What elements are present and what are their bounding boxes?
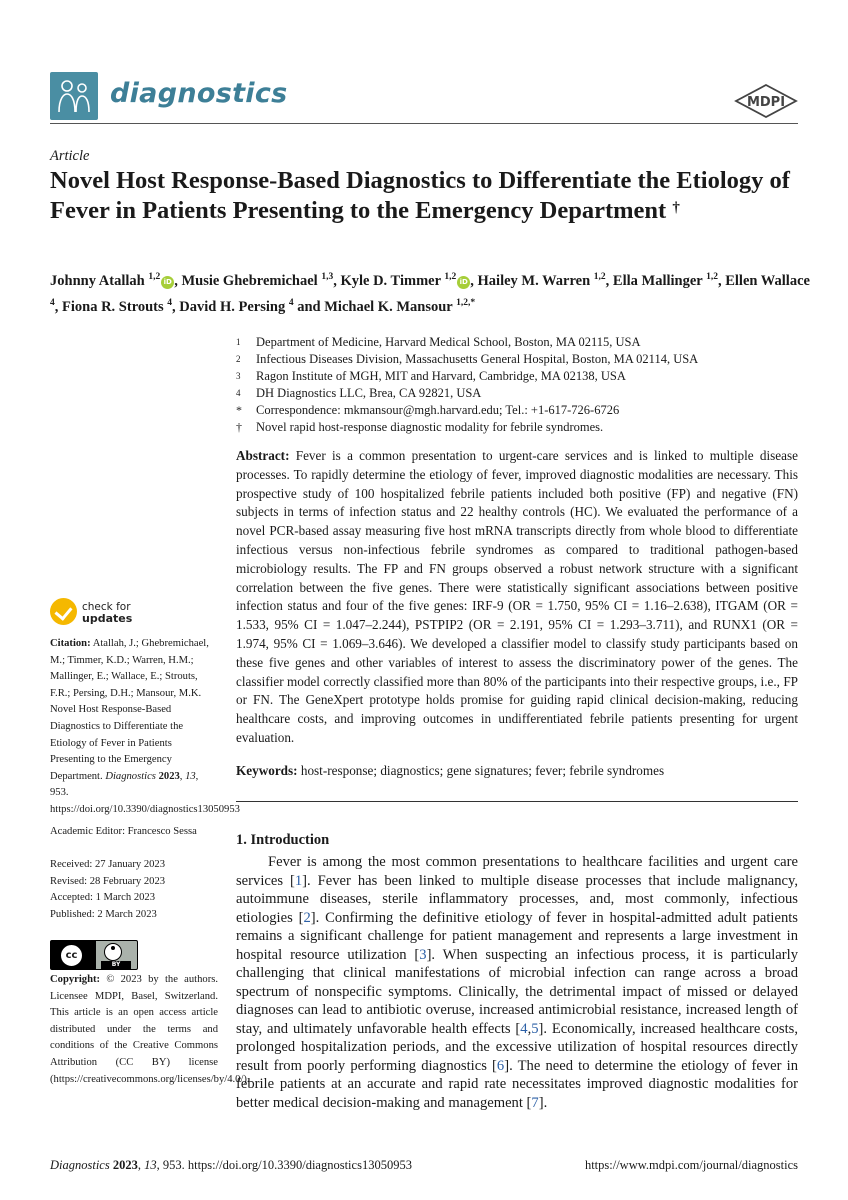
- article-title: [50, 166, 810, 225]
- footer-journal-url[interactable]: https://www.mdpi.com/journal/diagnostics: [584, 1158, 798, 1172]
- affiliation-mark: 2: [236, 354, 241, 364]
- author-name: Ella Mallinger: [612, 272, 707, 289]
- footer-doi[interactable]: , 953. https://doi.org/10.3390/diagnostics13050953: [156, 1158, 412, 1172]
- affiliation-mark: *: [236, 403, 242, 417]
- author-affiliation-mark: 4: [167, 297, 173, 308]
- citation-label: Citation:: [50, 638, 91, 649]
- reference-link[interactable]: 7: [531, 1094, 539, 1111]
- title-footnote-mark: †: [672, 199, 680, 216]
- abstract-text: Fever is a common presentation to urgent-care services and is linked to multiple disease processes. To rapidly determine the etiology of fever, improved diagnostic modalities are necessary. This prospective study of 100 hospitalized febrile patients included both positive (FP) and negative (FN) subjects in terms of infection status and 22 healthy controls (HC). We evaluated the performance of a novel PCR-based assay measuring five host mRNA transcripts directly from whole blood to differentiate infectious versus non-infectious febrile syndromes as compared to traditional pathogen-based microbiology results. The FP and FN groups observed a robust network structure with a significant correlation between the five genes. There were statistically significant associations between positive infection status and four of the five genes: IRF-9 (OR = 1.750, 95% CI = 1.16–2.638), ITGAM (OR = 1.533, 95% CI = 1.047–2.244), PSTPIP2 (OR = 2.191, 95% CI = 1.293–3.711), and RUNX1 (OR = 1.974, 95% CI = 1.069–3.646). We developed a classifier model to classify study participants based on these five genes and other variables of interest to assess the discriminatory power of the genes. The classifier model correctly classified more than 80% of the participants into their respective groups, i.e., FP or FN. The GeneXpert prototype holds promise for guiding rapid clinical decision-making, reducing healthcare costs, and improving outcomes in undifferentiated febrile patients presenting for urgent evaluation.: [236, 448, 798, 745]
- author-affiliation-mark: 1,3: [321, 272, 334, 282]
- by-label: BY: [101, 961, 131, 969]
- accepted-date: Accepted: 1 March 2023: [50, 892, 156, 904]
- abstract: [236, 447, 798, 748]
- affiliation-item: [236, 351, 796, 368]
- affiliation-mark: 1: [236, 337, 241, 347]
- reference-link[interactable]: 2: [303, 909, 311, 926]
- affiliation-text: Correspondence: mkmansour@mgh.harvard.edu; Tel.: +1-617-726-6726: [256, 403, 620, 417]
- mdpi-logo-icon[interactable]: [734, 84, 798, 118]
- copyright-label: Copyright:: [50, 974, 101, 985]
- abstract-label: Abstract:: [236, 448, 290, 463]
- author-affiliation-mark: 1,2: [148, 272, 161, 282]
- author-affiliation-mark: 4: [50, 297, 55, 308]
- reference-link[interactable]: 3: [419, 946, 427, 963]
- copyright-block: [50, 972, 250, 1088]
- affiliation-item: [236, 368, 796, 385]
- footer-journal: Diagnostics: [50, 1158, 110, 1172]
- author-name: David H. Persing: [179, 298, 289, 315]
- footer-year: 2023: [112, 1158, 138, 1172]
- author-list: Johnny Atallah $^{1,2}$ iD , Musie Ghebremichael $^{1,3}$, Kyle D. Timmer $^{1,2}$ iD , Hailey M. Warren $^{1,2}$, Ella Mallinger $^{1,2}$, Ellen Wallace $^4$, Fiona R. Strouts $^4$, David H. Persing $^4$ and Michael K. Mansour $^{1,2,*}$: [50, 272, 810, 315]
- author-affiliation-mark: 1,2,*: [456, 297, 476, 308]
- keywords-text: host-response; diagnostics; gene signatures; fever; febrile syndromes: [300, 763, 665, 778]
- page-footer: [50, 1158, 798, 1173]
- footer-volume: 13: [144, 1158, 157, 1172]
- reference-link[interactable]: 5: [531, 1020, 539, 1037]
- affiliation-text: Department of Medicine, Harvard Medical School, Boston, MA 02115, USA: [256, 335, 641, 349]
- article-type: Article: [50, 148, 90, 164]
- article-title-text: Novel Host Response-Based Diagnostics to Differentiate the Etiology of Fever in Patients Presenting to the Emergency Department: [50, 167, 790, 224]
- affiliation-item: [236, 385, 796, 402]
- affiliation-mark: 3: [236, 371, 241, 381]
- check-updates-line1: check for: [82, 601, 131, 613]
- received-date: Received: 27 January 2023: [50, 859, 166, 870]
- check-for-updates-button[interactable]: [50, 598, 180, 632]
- check-updates-icon: [50, 598, 77, 625]
- affiliation-item: [236, 334, 796, 351]
- cc-icon: cc: [59, 943, 84, 968]
- affiliation-mark: †: [236, 420, 242, 434]
- check-updates-label: [82, 601, 132, 625]
- citation-journal: Diagnostics: [105, 770, 156, 782]
- journal-name[interactable]: diagnostics: [110, 78, 288, 109]
- diagnostics-logo-icon: [50, 72, 98, 120]
- keywords: [236, 763, 798, 779]
- citation-doi[interactable]: , 953. https://doi.org/10.3390/diagnostics13050953: [50, 770, 240, 815]
- journal-header: [50, 72, 798, 124]
- author-affiliation-mark: 4: [288, 297, 294, 308]
- affiliation-item: [236, 419, 796, 436]
- affiliation-text: Infectious Diseases Division, Massachusetts General Hospital, Boston, MA 02114, USA: [256, 352, 699, 366]
- affiliation-text: DH Diagnostics LLC, Brea, CA 92821, USA: [256, 386, 482, 400]
- mdpi-logo-text: MDPI: [746, 95, 786, 110]
- section-divider: [236, 801, 798, 802]
- introduction-heading: 1. Introduction: [236, 832, 330, 848]
- check-updates-line2: updates: [82, 612, 133, 625]
- author-name: Hailey M. Warren: [477, 272, 594, 289]
- affiliation-text: Ragon Institute of MGH, MIT and Harvard, Cambridge, MA 02138, USA: [256, 369, 626, 383]
- affiliation-item: [236, 402, 796, 419]
- author-affiliation-mark: 1,2: [706, 272, 718, 282]
- author-affiliation-mark: 1,2: [444, 272, 457, 282]
- author-name: Kyle D. Timmer: [340, 272, 445, 289]
- affiliations: [236, 334, 796, 436]
- reference-link[interactable]: 1: [294, 872, 303, 889]
- citation-block: Citation: Atallah, J.; Ghebremichael, M.; Timmer, K.D.; Warren, H.M.; Mallinger, E.; Wallace, E.; Strouts, F.R.; Persing, D.H.; Mansour, M.K. Novel Host Response-Based Diagnostics to Differentiate the Etiology of Fever in Patients Presenting to the Emergency Department. Diagnostics 2023, 13, 953. https://doi.org/10.3390/diagnostics13050953: [50, 638, 240, 815]
- author-name: Fiona R. Strouts: [62, 298, 168, 315]
- citation-text: Atallah, J.; Ghebremichael, M.; Timmer, K.D.; Warren, H.M.; Mallinger, E.; Wallace, E.; Strouts, F.R.; Persing, D.H.; Mansour, M.K. Novel Host Response-Based Diagnostics to Differentiate the Etiology of Fever in Patients Presenting to the Emergency Department.: [50, 638, 209, 782]
- footer-citation: Diagnostics 2023, 13, 953. https://doi.org/10.3390/diagnostics13050953: [50, 1158, 412, 1172]
- author-name: Musie Ghebremichael: [181, 272, 322, 289]
- author-name: Johnny Atallah: [50, 272, 149, 289]
- author-name: Michael K. Mansour: [324, 298, 457, 315]
- affiliation-mark: 4: [236, 388, 241, 398]
- citation-year: 2023: [158, 770, 180, 782]
- revised-date: Revised: 28 February 2023: [50, 875, 166, 887]
- keywords-label: Keywords:: [236, 763, 298, 778]
- author-affiliation-mark: 1,2: [593, 272, 606, 282]
- reference-link[interactable]: 4: [520, 1020, 528, 1037]
- attribution-person-icon: [104, 943, 122, 961]
- author-name: Ellen Wallace: [725, 272, 810, 289]
- cc-by-license-icon[interactable]: [50, 940, 138, 970]
- reference-link[interactable]: 6: [496, 1057, 505, 1074]
- academic-editor: Academic Editor: Francesco Sessa: [50, 826, 197, 837]
- introduction-paragraph: Fever is among the most common presentations to healthcare facilities and urgent care services [1]. Fever has been linked to multiple disease processes that include malignancy, autoimmune diseases, sterile inflammatory processes, and, most commonly, infectious etiologies [2]. Confirming the definitive etiology of fever in hospital-admitted adult patients remains a significant challenge for patient management and represents a large investment in hospital resource utilization [3]. When suspecting an infectious process, it is particularly challenging that clinical manifestations of microbial infection can range across a broad spectrum of nonspecific symptoms. Clinically, the detrimental impact of missed or delayed diagnoses can lead to antibiotic overuse, increased antimicrobial resistance, increased length of stay, and ultimately unfavorable health effects [4,5]. Economically, increased healthcare costs, prolonged hospitalization periods, and the excessive utilization of hospital resources directly result from poorly performing diagnostics [6]. The need to determine the etiology of fever in febrile patients at an accurate and rapid rate necessitates improved diagnostic modalities for better medical decision-making and management [7].: [236, 854, 799, 1111]
- orcid-icon[interactable]: iD: [161, 276, 174, 289]
- publication-dates: [50, 857, 218, 923]
- affiliation-text: Novel rapid host-response diagnostic modality for febrile syndromes.: [256, 420, 604, 434]
- copyright-text: © 2023 by the authors. Licensee MDPI, Basel, Switzerland. This article is an open access article distributed under the terms and conditions of the Creative Commons Attribution (CC BY) license (https://creativecommons.org/licenses/by/4.0/).: [50, 974, 250, 1085]
- orcid-icon[interactable]: iD: [457, 276, 470, 289]
- published-date: Published: 2 March 2023: [50, 908, 157, 920]
- citation-volume: 13: [185, 770, 196, 782]
